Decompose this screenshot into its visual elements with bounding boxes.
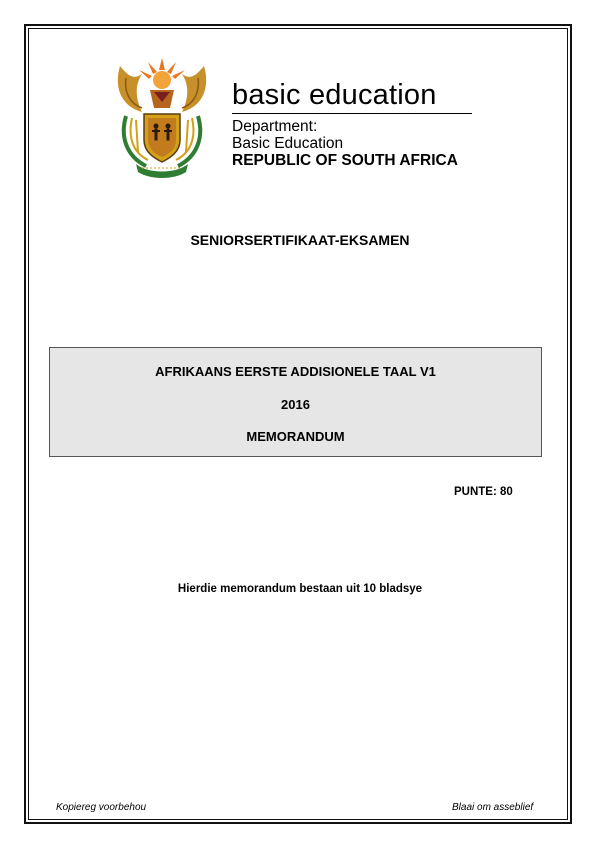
brand-rule-divider <box>232 113 472 114</box>
footer-turn-over: Blaai om asseblief <box>452 802 534 813</box>
brand-country: REPUBLIC OF SOUTH AFRICA <box>232 152 458 169</box>
total-marks: PUNTE: 80 <box>454 486 513 498</box>
subject-type: MEMORANDUM <box>246 429 345 444</box>
subject-year: 2016 <box>281 397 310 412</box>
brand-department-label: Department: <box>232 118 318 135</box>
brand-department-name: Basic Education <box>232 135 344 152</box>
exam-title: SENIORSERTIFIKAAT-EKSAMEN <box>190 232 410 248</box>
brand-title: basic education <box>232 79 437 111</box>
page-count-note: Hierdie memorandum bestaan uit 10 bladsye <box>177 583 423 595</box>
footer-copyright: Kopiereg voorbehou <box>56 802 147 813</box>
subject-name: AFRIKAANS EERSTE ADDISIONELE TAAL V1 <box>155 364 436 379</box>
coat-of-arms-logo <box>112 56 212 180</box>
department-brand <box>232 78 492 169</box>
subject-box <box>49 347 542 457</box>
